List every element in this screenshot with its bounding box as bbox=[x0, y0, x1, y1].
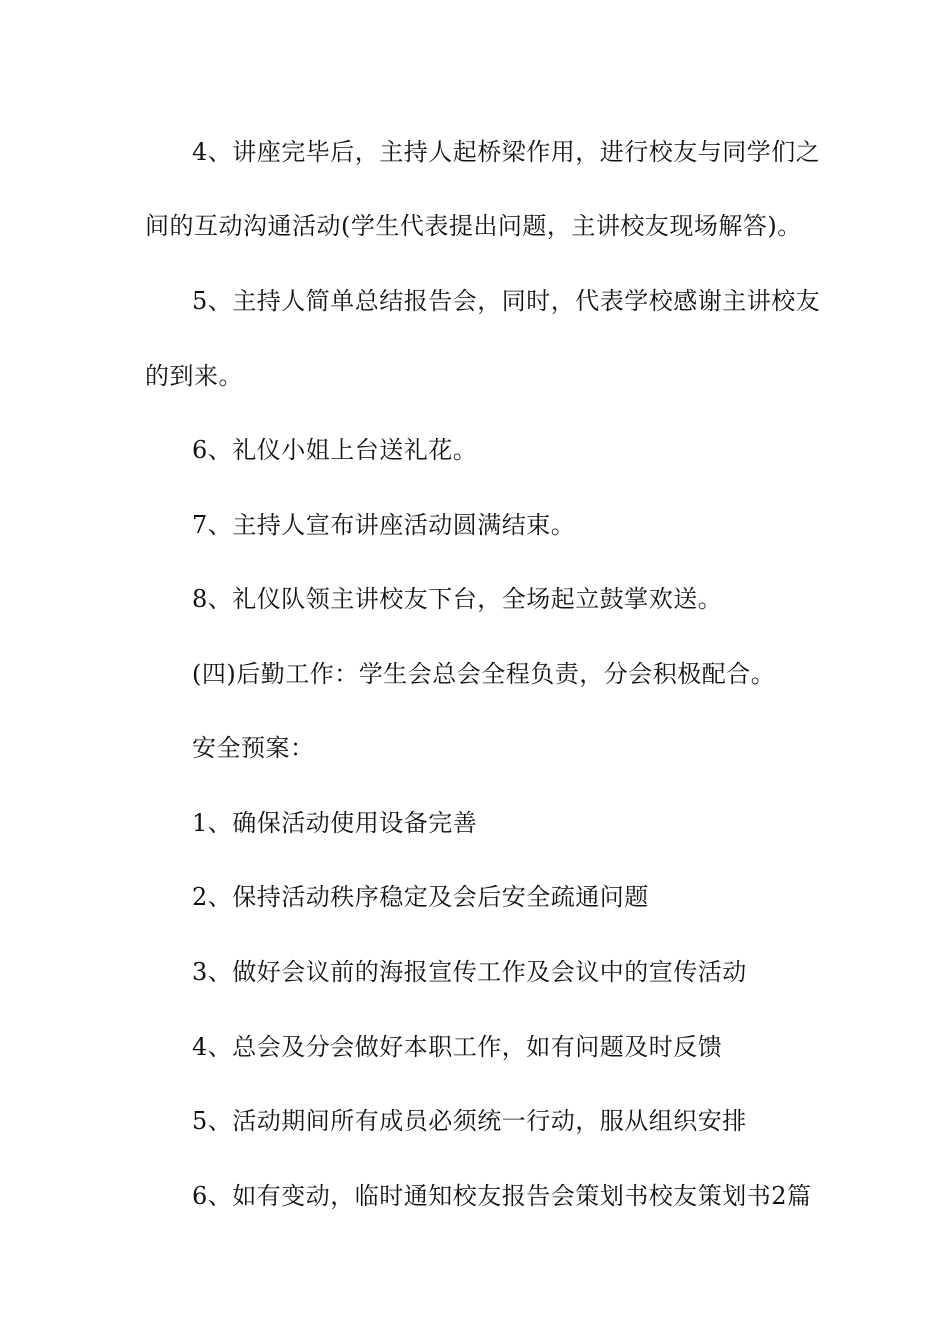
text-line-3: 5、主持人简单总结报告会，同时，代表学校感谢主讲校友 bbox=[192, 287, 821, 315]
text-line-14: 5、活动期间所有成员必须统一行动，服从组织安排 bbox=[192, 1107, 747, 1135]
text-line-11: 2、保持活动秩序稳定及会后安全疏通问题 bbox=[192, 883, 649, 911]
text-line-6: 7、主持人宣布讲座活动圆满结束。 bbox=[192, 511, 576, 539]
text-line-5: 6、礼仪小姐上台送礼花。 bbox=[192, 436, 478, 464]
text-line-2: 间的互动沟通活动(学生代表提出问题，主讲校友现场解答)。 bbox=[145, 212, 802, 240]
text-line-1: 4、讲座完毕后，主持人起桥梁作用，进行校友与同学们之 bbox=[192, 138, 821, 166]
text-line-10: 1、确保活动使用设备完善 bbox=[192, 809, 478, 837]
text-line-12: 3、做好会议前的海报宣传工作及会议中的宣传活动 bbox=[192, 958, 747, 986]
text-line-8: (四)后勤工作：学生会总会全程负责，分会积极配合。 bbox=[192, 660, 776, 688]
text-line-15: 6、如有变动，临时通知校友报告会策划书校友策划书2篇 bbox=[192, 1182, 812, 1210]
text-line-9: 安全预案： bbox=[192, 734, 315, 762]
text-line-13: 4、总会及分会做好本职工作，如有问题及时反馈 bbox=[192, 1033, 723, 1061]
text-line-7: 8、礼仪队领主讲校友下台，全场起立鼓掌欢送。 bbox=[192, 585, 723, 613]
text-line-4: 的到来。 bbox=[145, 362, 243, 390]
